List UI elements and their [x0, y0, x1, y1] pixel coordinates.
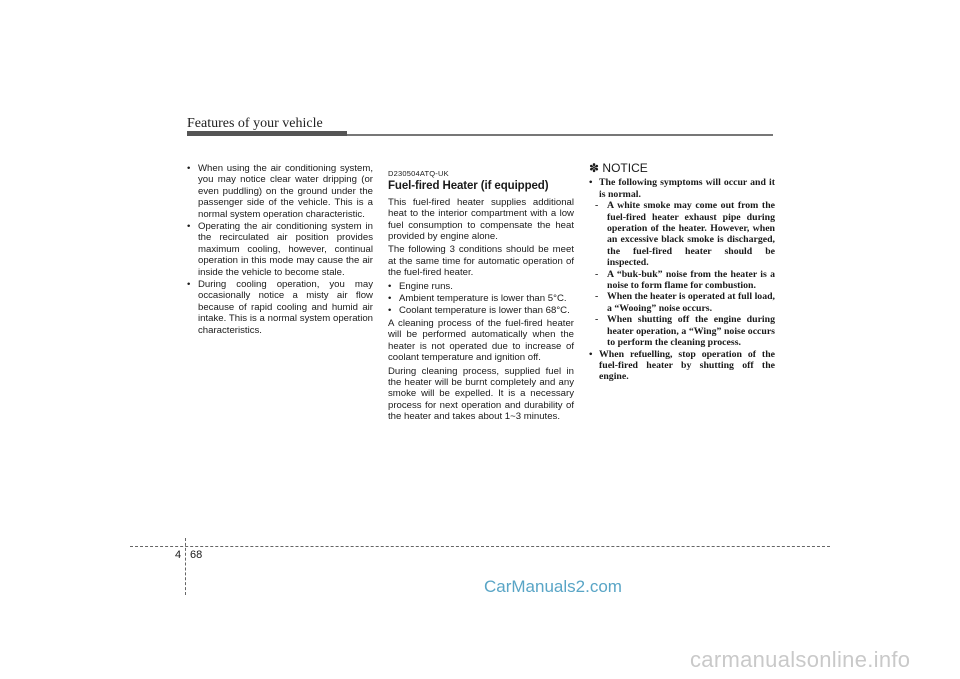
header-rule-thick [187, 131, 347, 136]
section-code: D230504ATQ-UK [388, 169, 449, 178]
column-middle [388, 163, 574, 425]
condition-item: • Engine runs. [388, 280, 453, 292]
notice-title-text: NOTICE [602, 161, 648, 175]
list-item: • When using the air conditioning system, you may notice clear water dripping (or even puddling) on the ground under the passenger side of the vehicle. This is a normal system operation characteristic. [187, 163, 373, 220]
notice-subitem-text: A white smoke may come out from the fuel-fired heater exhaust pipe during operation of the heater. However, when an excessive black smoke is discharged, the fuel-fired heater should be inspected. [607, 200, 775, 269]
condition-item: • Coolant temperature is lower than 68°C. [388, 305, 570, 317]
notice-item: • When refuelling, stop operation of the fuel-fired heater by shutting off the engine. [589, 348, 775, 383]
paragraph: During cleaning process, supplied fuel in the heater will be burnt completely and any smoke will be expelled. It is a necessary process for next operation and durability of the heater and takes about 1~3 minutes. [388, 365, 574, 423]
column-right-notice [589, 163, 775, 383]
paragraph: The following 3 conditions should be meet at the same time for automatic operation of the fuel-fired heater. [388, 244, 574, 279]
chapter-number: 4 [175, 549, 182, 561]
notice-item: • The following symptoms will occur and it is normal. [589, 177, 775, 200]
footer-vertical-divider [185, 538, 186, 595]
list-item-text: Operating the air conditioning system in the recirculated air position provides maximum cooling, however, continual operation in this mode may cause the air inside the vehicle to become stale. [198, 221, 373, 278]
page-header-title: Features of your vehicle [187, 116, 323, 131]
notice-subitem-text: When shutting off the engine during heater operation, a “Wing” noise occurs to perform the cleaning process. [607, 314, 775, 349]
notice-subitem-text: A “buk-buk” noise from the heater is a noise to form flame for combustion. [607, 268, 775, 292]
notice-subitem: - A “buk-buk” noise from the heater is a noise to form flame for combustion. [595, 268, 775, 292]
watermark-text: carmanualsonline.info [690, 647, 911, 672]
paragraph: A cleaning process of the fuel-fired heater will be performed automatically when the heater is not operated due to increase of coolant temperature and ignition off. [388, 317, 574, 364]
page-number: 68 [190, 549, 203, 561]
footer-divider [130, 546, 830, 547]
notice-subitem: - When shutting off the engine during heater operation, a “Wing” noise occurs to perform the cleaning process. [595, 314, 775, 349]
header-rule-thin [347, 134, 773, 136]
notice-subitem: - When the heater is operated at full load, a “Wooing” noise occurs. [595, 291, 775, 314]
list-item: • During cooling operation, you may occasionally notice a misty air flow because of rapid cooling and humid air intake. This is a normal system operation characteristics. [187, 279, 373, 336]
condition-item: • Ambient temperature is lower than 5°C. [388, 293, 567, 305]
notice-star-icon: ✽ [589, 161, 600, 175]
paragraph: This fuel-fired heater supplies additional heat to the interior compartment with a low fuel consumption to compensate the heat provided by engine alone. [388, 196, 574, 243]
watermark-link[interactable]: CarManuals2.com [484, 577, 622, 596]
notice-item-text: When refuelling, stop operation of the fuel-fired heater by shutting off the engine. [599, 348, 775, 383]
notice-subitem: - A white smoke may come out from the fuel-fired heater exhaust pipe during operation of the heater. However, when an excessive black smoke is discharged, the fuel-fired heater should be inspected. [595, 200, 775, 269]
condition-text: Coolant temperature is lower than 68°C. [399, 305, 570, 317]
notice-subitem-text: When the heater is operated at full load, a “Wooing” noise occurs. [607, 291, 775, 314]
list-item-text: During cooling operation, you may occasionally notice a misty air flow because of rapid cooling and humid air intake. This is a normal system operation characteristics. [198, 279, 373, 336]
column-left [187, 163, 373, 337]
section-heading: Fuel-fired Heater (if equipped) [388, 180, 549, 193]
notice-title [589, 163, 775, 174]
condition-text: Ambient temperature is lower than 5°C. [399, 293, 567, 305]
list-item: • Operating the air conditioning system in the recirculated air position provides maximum cooling, however, continual operation in this mode may cause the air inside the vehicle to become stale. [187, 221, 373, 278]
list-item-text: When using the air conditioning system, you may notice clear water dripping (or even puddling) on the ground under the passenger side of the vehicle. This is a normal system operation characteristic. [198, 163, 373, 220]
notice-item-text: The following symptoms will occur and it is normal. [599, 177, 775, 200]
condition-text: Engine runs. [399, 280, 453, 292]
